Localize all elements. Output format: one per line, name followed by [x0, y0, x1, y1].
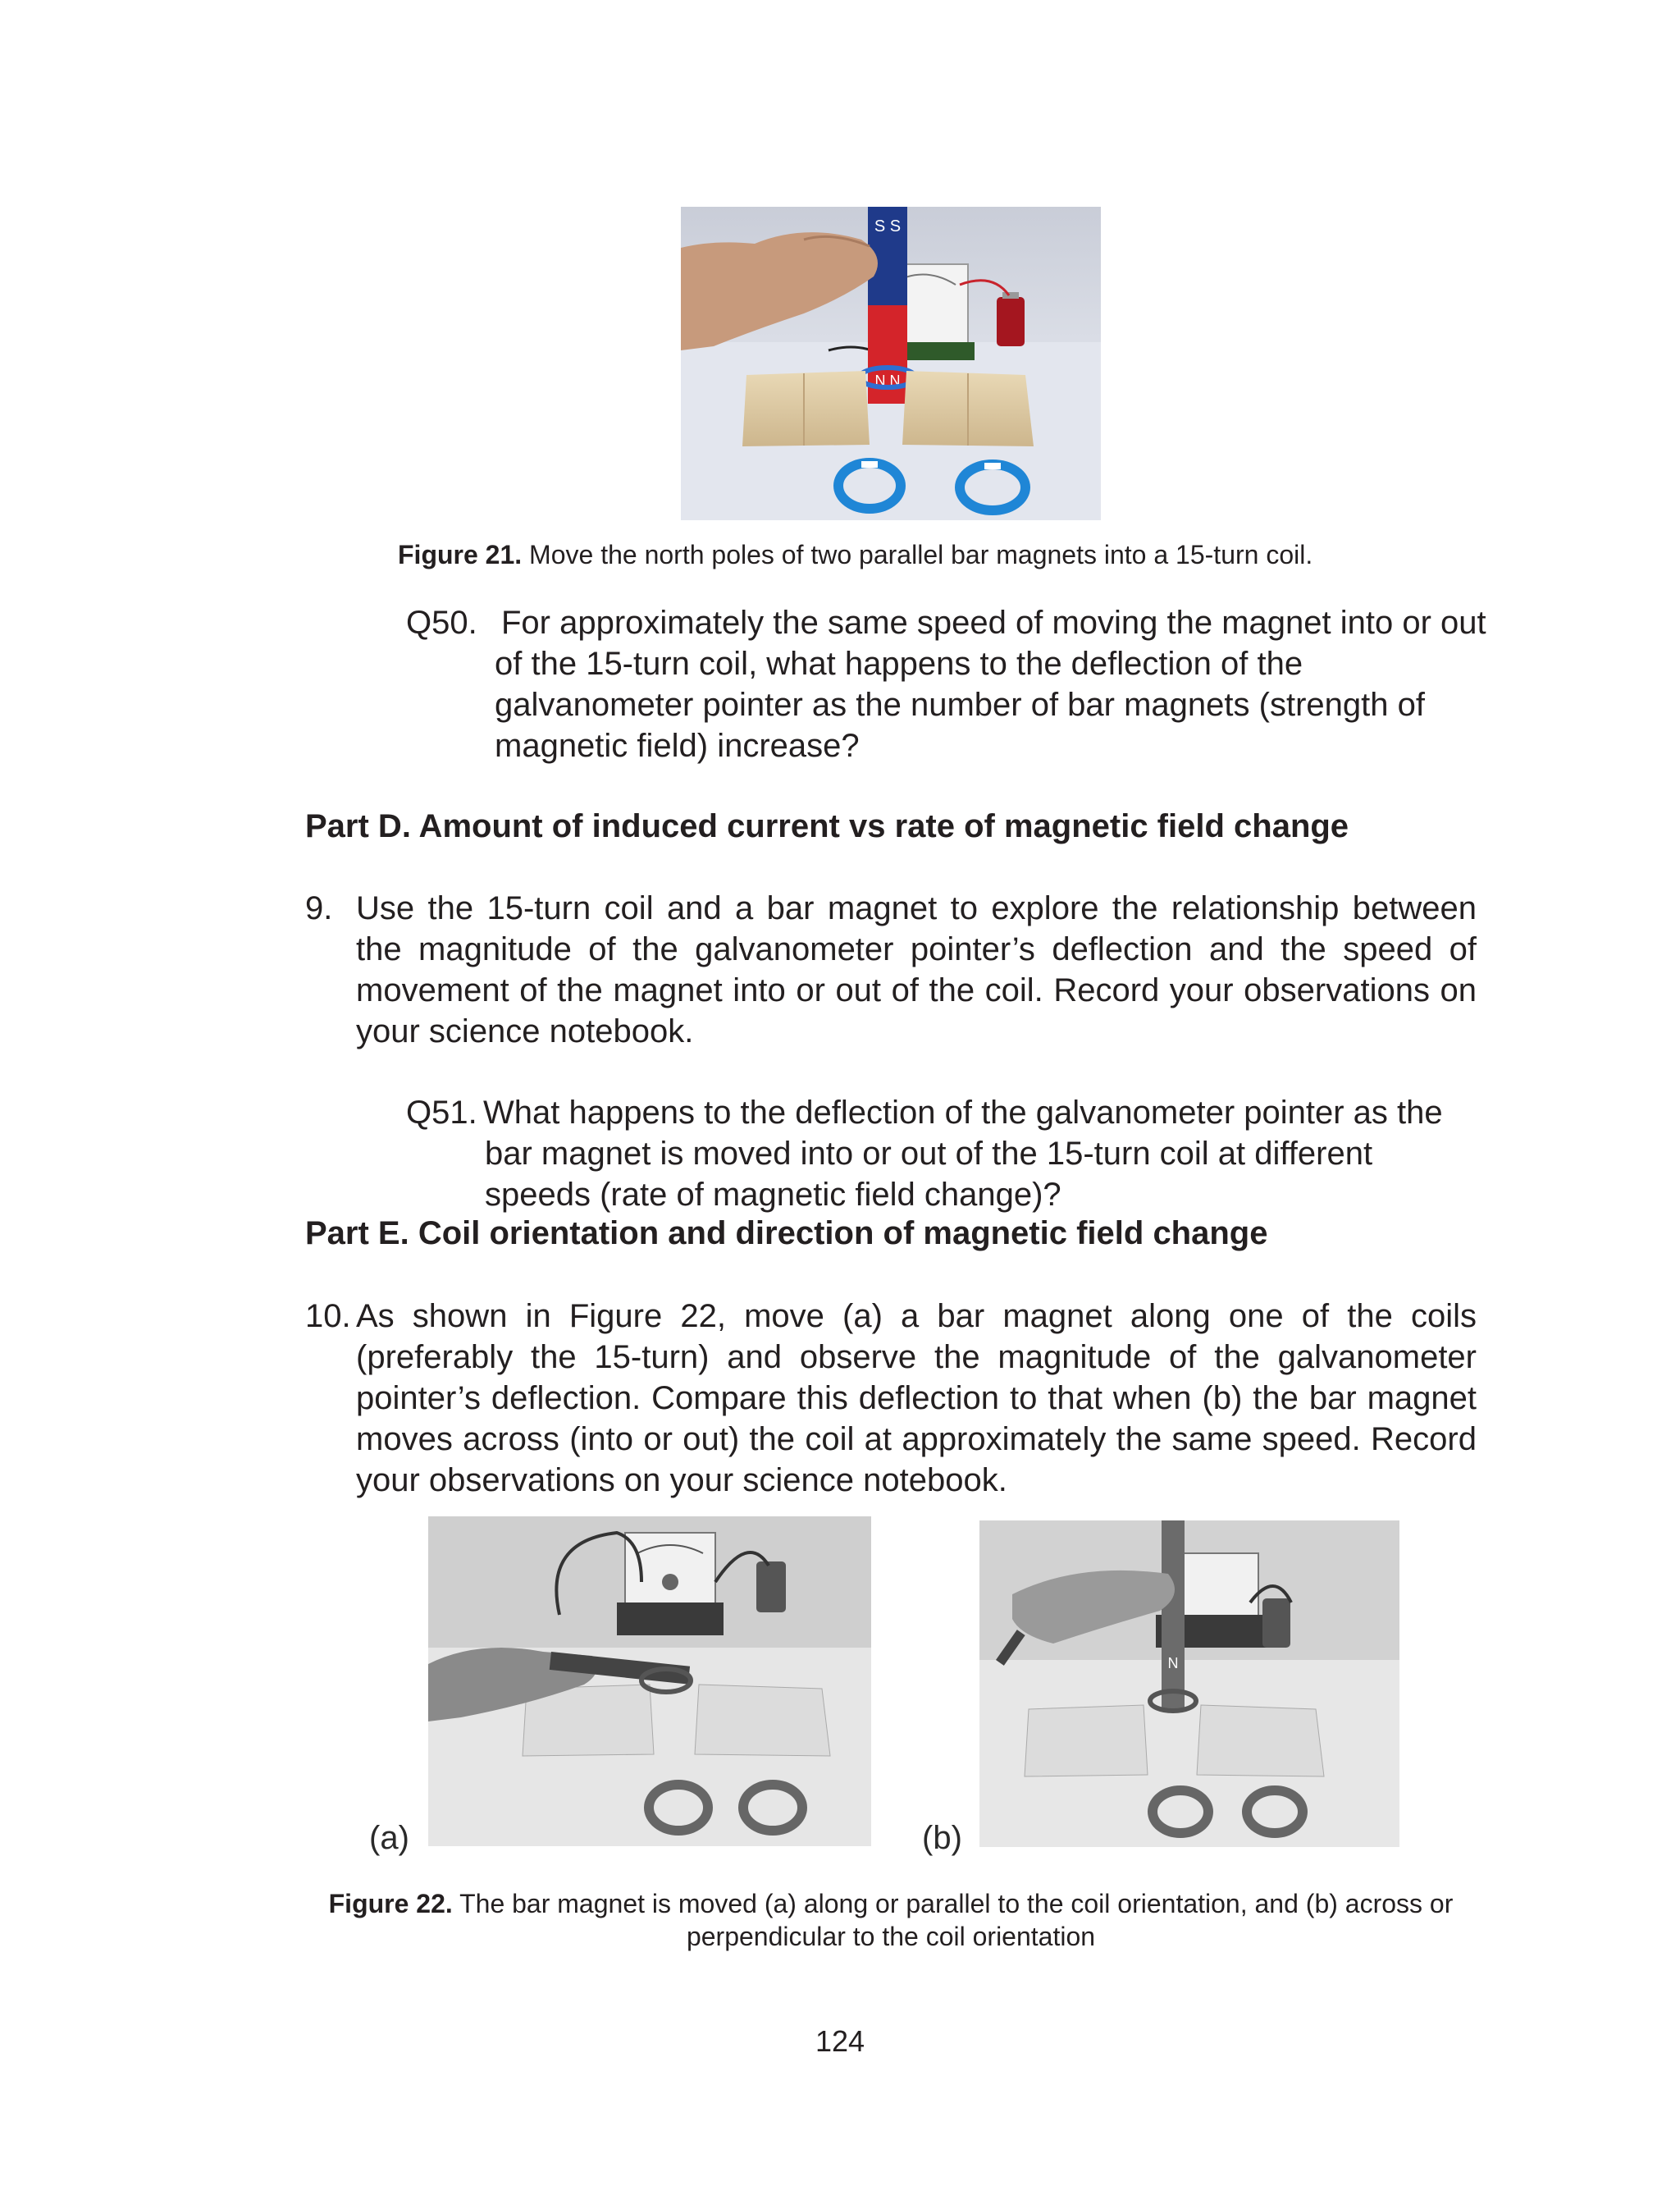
figure-21-caption-text: Move the north poles of two parallel bar magnets into a 15-turn coil. [522, 540, 1313, 569]
page-number: 124 [815, 2024, 865, 2058]
figure-22a-label: (a) [369, 1820, 409, 1856]
question-50-text: For approximately the same speed of moving the magnet into or out of the 15-turn coil, what happens to the deflection of the galvanometer pointer as the number of bar magnets (strength of magnetic field) increase? [495, 605, 1486, 764]
step-10-text: As shown in Figure 22, move (a) a bar magnet along one of the coils (preferably the 15-turn) and observe the magnitude of the galvanometer pointer’s deflection. Compare this deflection to that when (b) the bar magnet moves across (into or out) the coil at approximately the same speed. Record your observations on your science notebook. [356, 1298, 1477, 1498]
question-51-text: What happens to the deflection of the galvanometer pointer as the bar magnet is moved into or out of the 15-turn coil at different speeds (rate of magnetic field change)? [483, 1095, 1443, 1213]
figure-22-caption [305, 1887, 1477, 1953]
magnet-n-label: N [1167, 1655, 1179, 1671]
figure-21-label: Figure 21. [398, 540, 523, 569]
figure-22-caption-text: The bar magnet is moved (a) along or parallel to the coil orientation, and (b) across or perpendicular to the coil orientation [452, 1889, 1454, 1951]
figure-22b-photo [979, 1520, 1399, 1847]
step-10-label: 10. [305, 1298, 351, 1334]
figure-22b-illustration [979, 1520, 1399, 1847]
magnet-top-label: S S [874, 217, 902, 235]
figure-21-caption [398, 538, 1464, 571]
question-51-label: Q51. [406, 1095, 477, 1131]
step-10 [305, 1296, 1477, 1501]
part-e-heading: Part E. Coil orientation and direction of magnetic field change [305, 1215, 1268, 1251]
question-50 [406, 602, 1489, 766]
step-9-text: Use the 15-turn coil and a bar magnet to explore the relationship between the magnitude of the galvanometer pointer’s deflection and the speed of movement of the magnet into or out of the coil. Record your observations on your science notebook. [356, 890, 1477, 1049]
figure-22a-photo [428, 1516, 871, 1846]
figure-22b-label: (b) [922, 1820, 962, 1856]
figure-21-illustration [681, 207, 1101, 520]
step-9-label: 9. [305, 890, 333, 926]
figure-22-label: Figure 22. [328, 1889, 453, 1918]
figure-22a-illustration [428, 1516, 871, 1846]
magnet-bottom-label: N N [874, 373, 901, 389]
question-51 [406, 1092, 1481, 1215]
part-d-heading: Part D. Amount of induced current vs rate of magnetic field change [305, 808, 1349, 844]
question-50-label: Q50. [406, 605, 477, 641]
figure-21-photo [681, 207, 1101, 520]
step-9 [305, 888, 1477, 1052]
